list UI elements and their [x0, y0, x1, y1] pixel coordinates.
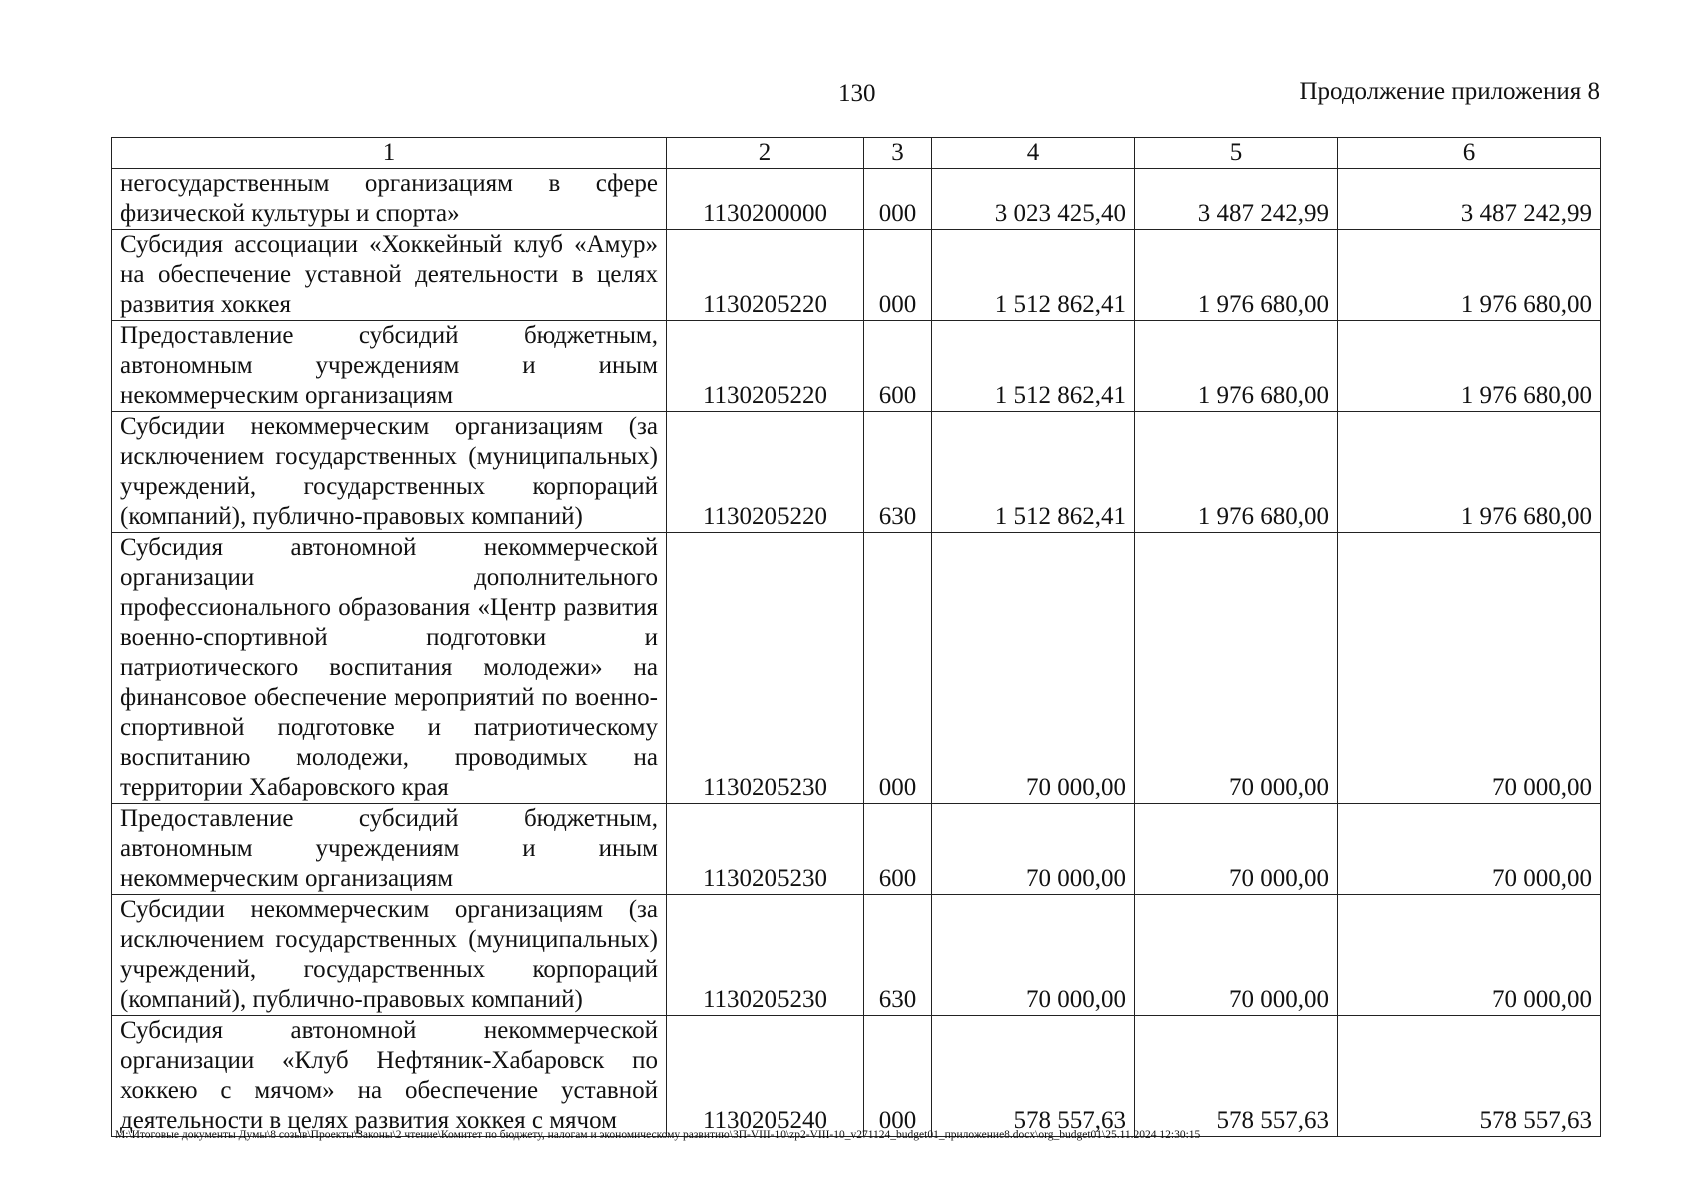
file-path-footer: M:\Итоговые документы Думы\8 созыв\Проекты\Законы\2 чтение\Комитет по бюджету, налогам и экономическому развитию\ЗП-VIII-10\zp2-VIII-10_v271124_budget01_приложение8.docx\org_budget01\25.11.2024 12:30:15: [115, 1129, 1201, 1141]
target-article-code: 1130205220: [667, 412, 864, 533]
expense-kind-code: 000: [864, 1016, 932, 1137]
amount-col-6: 70 000,00: [1338, 895, 1601, 1016]
target-article-code: 1130205230: [667, 533, 864, 804]
amount-col-6: 1 976 680,00: [1338, 230, 1601, 321]
amount-col-6: 70 000,00: [1338, 804, 1601, 895]
amount-col-6: 1 976 680,00: [1338, 412, 1601, 533]
amount-col-5: 1 976 680,00: [1135, 412, 1338, 533]
row-description: негосударственным организациям в сфере физической культуры и спорта»: [112, 169, 667, 230]
amount-col-5: 3 487 242,99: [1135, 169, 1338, 230]
expense-kind-code: 630: [864, 412, 932, 533]
column-number: 6: [1338, 138, 1601, 169]
amount-col-6: 3 487 242,99: [1338, 169, 1601, 230]
target-article-code: 1130205220: [667, 321, 864, 412]
row-description: Предоставление субсидий бюджетным, автономным учреждениям и иным некоммерческим организациям: [112, 321, 667, 412]
row-description: Субсидии некоммерческим организациям (за исключением государственных (муниципальных) учреждений, государственных корпораций (компаний), публично-правовых компаний): [112, 412, 667, 533]
target-article-code: 1130200000: [667, 169, 864, 230]
amount-col-5: 70 000,00: [1135, 533, 1338, 804]
target-article-code: 1130205230: [667, 804, 864, 895]
expense-kind-code: 600: [864, 804, 932, 895]
amount-col-5: 1 976 680,00: [1135, 230, 1338, 321]
column-number: 2: [667, 138, 864, 169]
target-article-code: 1130205220: [667, 230, 864, 321]
table-row: [112, 1016, 1601, 1137]
table-row: [112, 169, 1601, 230]
annex-title: Продолжение приложения 8: [1299, 78, 1600, 105]
page-number: 130: [838, 80, 876, 107]
amount-col-4: 70 000,00: [932, 895, 1135, 1016]
expense-kind-code: 000: [864, 230, 932, 321]
expense-kind-code: 000: [864, 169, 932, 230]
row-description: Субсидия ассоциации «Хоккейный клуб «Амур» на обеспечение уставной деятельности в целях развития хоккея: [112, 230, 667, 321]
amount-col-6: 70 000,00: [1338, 533, 1601, 804]
table-row: [112, 412, 1601, 533]
amount-col-5: 70 000,00: [1135, 895, 1338, 1016]
row-description: Субсидия автономной некоммерческой организации дополнительного профессионального образования «Центр развития военно-спортивной подготовки и патриотического воспитания молодежи» на финансовое обеспечение мероприятий по военно-спортивной подготовке и патриотическому воспитанию молодежи, проводимых на территории Хабаровского края: [112, 533, 667, 804]
expense-kind-code: 600: [864, 321, 932, 412]
column-number: 5: [1135, 138, 1338, 169]
amount-col-4: 3 023 425,40: [932, 169, 1135, 230]
budget-table: [111, 137, 1601, 1137]
target-article-code: 1130205240: [667, 1016, 864, 1137]
amount-col-4: 1 512 862,41: [932, 230, 1135, 321]
row-description: Субсидия автономной некоммерческой организации «Клуб Нефтяник-Хабаровск по хоккею с мячом» на обеспечение уставной деятельности в целях развития хоккея с мячом: [112, 1016, 667, 1137]
amount-col-5: 1 976 680,00: [1135, 321, 1338, 412]
table-row: [112, 321, 1601, 412]
target-article-code: 1130205230: [667, 895, 864, 1016]
table-row: [112, 895, 1601, 1016]
amount-col-5: 70 000,00: [1135, 804, 1338, 895]
expense-kind-code: 000: [864, 533, 932, 804]
amount-col-4: 70 000,00: [932, 533, 1135, 804]
amount-col-4: 70 000,00: [932, 804, 1135, 895]
column-number-row: [112, 138, 1601, 169]
amount-col-4: 578 557,63: [932, 1016, 1135, 1137]
table-row: [112, 230, 1601, 321]
amount-col-6: 578 557,63: [1338, 1016, 1601, 1137]
amount-col-6: 1 976 680,00: [1338, 321, 1601, 412]
row-description: Предоставление субсидий бюджетным, автономным учреждениям и иным некоммерческим организациям: [112, 804, 667, 895]
column-number: 3: [864, 138, 932, 169]
table-row: [112, 804, 1601, 895]
amount-col-4: 1 512 862,41: [932, 412, 1135, 533]
table-row: [112, 533, 1601, 804]
column-number: 1: [112, 138, 667, 169]
expense-kind-code: 630: [864, 895, 932, 1016]
row-description: Субсидии некоммерческим организациям (за исключением государственных (муниципальных) учреждений, государственных корпораций (компаний), публично-правовых компаний): [112, 895, 667, 1016]
amount-col-4: 1 512 862,41: [932, 321, 1135, 412]
amount-col-5: 578 557,63: [1135, 1016, 1338, 1137]
column-number: 4: [932, 138, 1135, 169]
